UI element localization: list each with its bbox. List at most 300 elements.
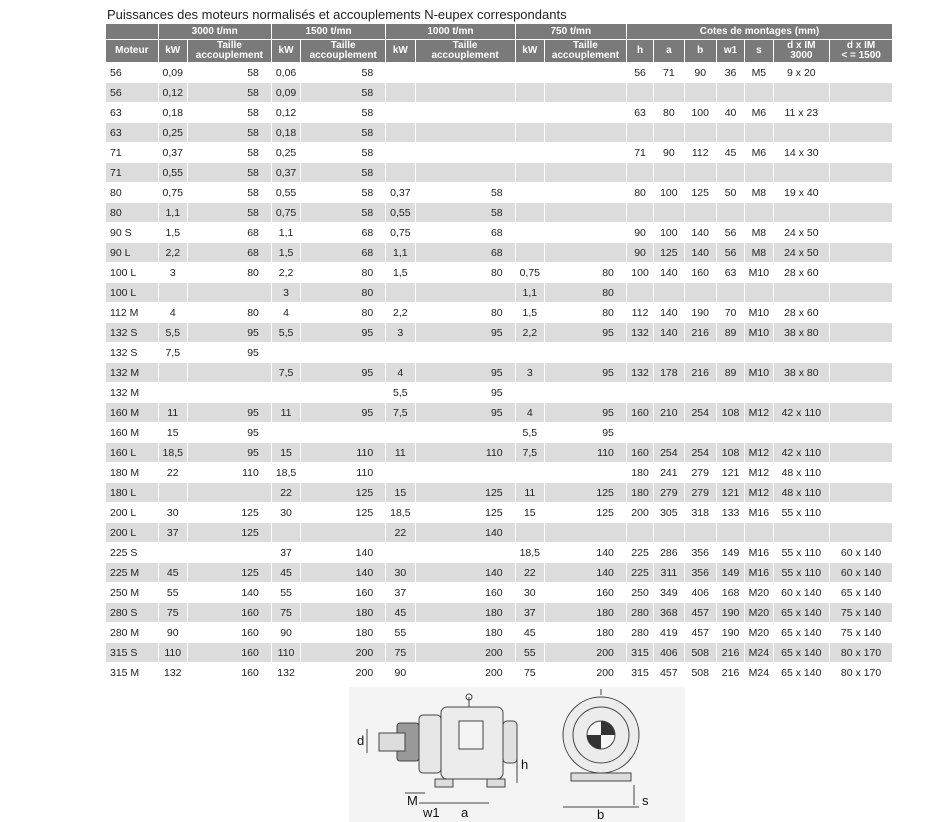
cell-motor: 225 S [106,543,159,563]
cell-s: M5 [745,63,773,83]
cell-taille-1000: 200 [415,663,515,683]
cell-im3000 [773,83,830,103]
cell-im3000: 55 x 110 [773,503,830,523]
cell-taille-1500: 110 [301,443,386,463]
cell-w1: 121 [716,463,744,483]
cell-im1500 [830,383,893,403]
cell-s: M24 [745,663,773,683]
cell-motor: 160 M [106,403,159,423]
cell-taille-1500: 125 [301,483,386,503]
cell-im3000: 65 x 140 [773,663,830,683]
cell-b: 216 [684,363,716,383]
cell-kw-750: 18,5 [515,543,544,563]
cell-a: 100 [654,223,684,243]
cell-taille-3000: 80 [187,263,271,283]
cell-kw-1000: 3 [386,323,415,343]
cell-taille-750 [544,163,626,183]
table-row [106,563,893,583]
cell-s [745,203,773,223]
cell-kw-3000: 2,2 [158,243,187,263]
cell-im1500 [830,463,893,483]
cell-taille-1000: 58 [415,203,515,223]
cell-im3000: 19 x 40 [773,183,830,203]
cell-b: 112 [684,143,716,163]
cell-kw-1500: 1,1 [271,223,300,243]
cell-motor: 250 M [106,583,159,603]
cell-kw-750 [515,243,544,263]
cell-im3000 [773,523,830,543]
table-row [106,663,893,683]
cell-h: 315 [626,663,653,683]
cell-kw-750: 11 [515,483,544,503]
cell-im1500 [830,163,893,183]
cell-kw-1500 [271,383,300,403]
cell-kw-1000: 1,5 [386,263,415,283]
cell-kw-750: 37 [515,603,544,623]
cell-w1: 108 [716,403,744,423]
cell-b: 125 [684,183,716,203]
cell-taille-1500: 125 [301,503,386,523]
cell-taille-1000 [415,83,515,103]
cell-b: 90 [684,63,716,83]
cell-im3000 [773,283,830,303]
cell-b: 190 [684,303,716,323]
cell-a: 254 [654,443,684,463]
cell-im3000: 11 x 23 [773,103,830,123]
cell-im3000: 28 x 60 [773,303,830,323]
cell-taille-3000: 160 [187,623,271,643]
cell-a: 178 [654,363,684,383]
cell-kw-3000: 0,12 [158,83,187,103]
table-row [106,343,893,363]
cell-s: M10 [745,323,773,343]
cell-kw-1000 [386,163,415,183]
cell-im3000: 48 x 110 [773,483,830,503]
cell-kw-750: 22 [515,563,544,583]
cell-kw-750 [515,383,544,403]
cell-im1500 [830,503,893,523]
cell-taille-1000: 140 [415,523,515,543]
cell-im1500: 65 x 140 [830,583,893,603]
cell-taille-750 [544,63,626,83]
cell-kw-3000 [158,543,187,563]
cell-kw-1500: 11 [271,403,300,423]
cell-motor: 100 L [106,283,159,303]
cell-s: M10 [745,263,773,283]
cell-taille-750: 95 [544,403,626,423]
cell-w1 [716,163,744,183]
cell-kw-750: 75 [515,663,544,683]
cell-kw-1500: 37 [271,543,300,563]
cell-im1500 [830,243,893,263]
cell-kw-1000: 55 [386,623,415,643]
cell-h [626,123,653,143]
cell-kw-3000: 45 [158,563,187,583]
cell-kw-3000: 4 [158,303,187,323]
cell-kw-1000 [386,423,415,443]
cell-motor: 200 L [106,523,159,543]
cell-taille-3000: 160 [187,603,271,623]
cell-w1: 89 [716,363,744,383]
cell-a: 140 [654,323,684,343]
cell-taille-3000: 125 [187,563,271,583]
cell-w1: 149 [716,543,744,563]
cell-taille-1500: 58 [301,123,386,143]
cell-kw-3000: 90 [158,623,187,643]
cell-a: 305 [654,503,684,523]
cell-a [654,163,684,183]
cell-im1500 [830,483,893,503]
cell-motor: 90 L [106,243,159,263]
cell-s: M10 [745,363,773,383]
cell-kw-1500: 7,5 [271,363,300,383]
cell-a: 286 [654,543,684,563]
cell-s: M24 [745,643,773,663]
cell-taille-1000 [415,103,515,123]
cell-taille-1000: 180 [415,623,515,643]
table-row [106,523,893,543]
cell-kw-1000: 7,5 [386,403,415,423]
cell-taille-3000: 125 [187,503,271,523]
dim-label-m: M [407,793,418,808]
cell-a: 419 [654,623,684,643]
table-caption: Puissances des moteurs normalisés et accouplements N-eupex correspondants [107,7,567,22]
cell-taille-3000: 160 [187,663,271,683]
cell-taille-3000: 95 [187,323,271,343]
cell-taille-750: 200 [544,643,626,663]
cell-taille-3000: 58 [187,163,271,183]
cell-im1500 [830,283,893,303]
cell-kw-1500: 0,09 [271,83,300,103]
cell-im1500 [830,523,893,543]
cell-h: 225 [626,543,653,563]
cell-b: 457 [684,623,716,643]
cell-taille-1000: 58 [415,183,515,203]
cell-im1500 [830,263,893,283]
cell-taille-1500: 200 [301,643,386,663]
header-dims-group: Cotes de montages (mm) [626,24,892,40]
cell-taille-3000: 58 [187,203,271,223]
cell-kw-750 [515,203,544,223]
cell-taille-750: 95 [544,423,626,443]
cell-h: 280 [626,623,653,643]
cell-taille-3000: 140 [187,583,271,603]
cell-b: 279 [684,463,716,483]
cell-taille-750 [544,183,626,203]
cell-taille-1500: 58 [301,203,386,223]
cell-taille-1500: 68 [301,243,386,263]
cell-im1500 [830,63,893,83]
dim-label-h: h [521,757,529,772]
cell-taille-3000: 68 [187,223,271,243]
cell-a: 241 [654,463,684,483]
cell-taille-3000: 160 [187,643,271,663]
cell-taille-1000: 125 [415,483,515,503]
cell-s: M20 [745,603,773,623]
cell-w1: 216 [716,643,744,663]
cell-taille-1500: 68 [301,223,386,243]
cell-b: 508 [684,663,716,683]
cell-kw-1000: 5,5 [386,383,415,403]
cell-kw-1500: 0,06 [271,63,300,83]
cell-kw-1500 [271,343,300,363]
cell-kw-3000: 7,5 [158,343,187,363]
cell-taille-3000 [187,283,271,303]
header-kw: kW [158,40,187,63]
cell-im1500 [830,343,893,363]
header-h: h [626,40,653,63]
cell-kw-1000: 45 [386,603,415,623]
cell-kw-1500: 0,37 [271,163,300,183]
cell-motor: 160 L [106,443,159,463]
cell-taille-1500: 95 [301,403,386,423]
cell-kw-750 [515,143,544,163]
table-row [106,383,893,403]
cell-taille-3000: 58 [187,143,271,163]
cell-s [745,523,773,543]
cell-s: M12 [745,463,773,483]
cell-taille-750 [544,143,626,163]
cell-taille-1000: 125 [415,503,515,523]
cell-taille-750 [544,383,626,403]
cell-taille-750 [544,223,626,243]
cell-taille-1000: 95 [415,383,515,403]
cell-h: 132 [626,363,653,383]
cell-a [654,283,684,303]
cell-kw-3000 [158,383,187,403]
cell-im3000: 42 x 110 [773,443,830,463]
cell-kw-3000: 1,5 [158,223,187,243]
cell-taille-750: 80 [544,303,626,323]
cell-taille-750: 80 [544,263,626,283]
cell-taille-1500: 58 [301,103,386,123]
cell-h: 90 [626,223,653,243]
table-body [106,63,893,683]
cell-kw-3000: 132 [158,663,187,683]
cell-im1500 [830,103,893,123]
cell-b: 254 [684,403,716,423]
cell-b: 100 [684,103,716,123]
cell-h [626,83,653,103]
cell-kw-1500: 45 [271,563,300,583]
cell-im1500 [830,363,893,383]
cell-s: M12 [745,443,773,463]
cell-taille-750 [544,103,626,123]
cell-taille-3000 [187,363,271,383]
dim-label-s: s [642,793,649,808]
cell-motor: 56 [106,83,159,103]
cell-kw-750 [515,63,544,83]
cell-b: 457 [684,603,716,623]
cell-kw-750 [515,123,544,143]
cell-kw-750: 2,2 [515,323,544,343]
cell-taille-750: 125 [544,503,626,523]
table-row [106,363,893,383]
cell-b: 160 [684,263,716,283]
dim-label-a: a [461,805,469,820]
header-im1500: d x IM < = 1500 [830,40,893,63]
table-row [106,63,893,83]
cell-kw-3000 [158,483,187,503]
cell-w1: 56 [716,243,744,263]
cell-im3000: 38 x 80 [773,363,830,383]
cell-taille-1500: 160 [301,583,386,603]
cell-motor: 80 [106,183,159,203]
cell-motor: 71 [106,143,159,163]
cell-motor: 160 M [106,423,159,443]
table-row [106,163,893,183]
cell-motor: 56 [106,63,159,83]
cell-s: M16 [745,563,773,583]
cell-taille-750: 125 [544,483,626,503]
cell-s [745,123,773,143]
cell-taille-750: 80 [544,283,626,303]
table-row [106,83,893,103]
cell-w1 [716,423,744,443]
cell-kw-1500: 132 [271,663,300,683]
cell-w1: 190 [716,623,744,643]
cell-h: 56 [626,63,653,83]
cell-s [745,343,773,363]
header-speed-750: 750 t/mn [515,24,626,40]
table-row [106,303,893,323]
cell-taille-1500 [301,523,386,543]
cell-kw-750: 30 [515,583,544,603]
cell-kw-1500: 30 [271,503,300,523]
cell-kw-1500: 5,5 [271,323,300,343]
cell-kw-1000: 1,1 [386,243,415,263]
table-row [106,643,893,663]
cell-h: 250 [626,583,653,603]
table-row [106,423,893,443]
cell-kw-3000: 30 [158,503,187,523]
cell-kw-1500: 0,25 [271,143,300,163]
cell-s: M20 [745,623,773,643]
cell-h [626,283,653,303]
cell-kw-1000: 90 [386,663,415,683]
table-row [106,583,893,603]
cell-w1: 190 [716,603,744,623]
cell-taille-1500: 58 [301,163,386,183]
table-row [106,443,893,463]
cell-taille-1500: 80 [301,263,386,283]
table-row [106,203,893,223]
cell-kw-1000: 75 [386,643,415,663]
cell-kw-1500: 0,12 [271,103,300,123]
header-motor: Moteur [106,40,159,63]
cell-h: 315 [626,643,653,663]
cell-im3000: 55 x 110 [773,543,830,563]
cell-kw-1000 [386,463,415,483]
cell-motor: 80 [106,203,159,223]
cell-w1: 70 [716,303,744,323]
cell-im3000: 28 x 60 [773,263,830,283]
cell-kw-3000: 110 [158,643,187,663]
cell-kw-1500: 0,18 [271,123,300,143]
cell-b [684,383,716,403]
cell-kw-1500: 22 [271,483,300,503]
cell-b [684,163,716,183]
cell-w1: 36 [716,63,744,83]
cell-taille-1500: 58 [301,63,386,83]
cell-b: 279 [684,483,716,503]
cell-b: 356 [684,563,716,583]
cell-s: M16 [745,543,773,563]
cell-b: 508 [684,643,716,663]
cell-im1500: 75 x 140 [830,623,893,643]
cell-kw-1000: 11 [386,443,415,463]
cell-b [684,203,716,223]
cell-s: M8 [745,243,773,263]
cell-kw-750: 1,5 [515,303,544,323]
cell-kw-1500: 0,75 [271,203,300,223]
cell-taille-3000: 58 [187,123,271,143]
cell-kw-1500: 75 [271,603,300,623]
header-speed-3000: 3000 t/mn [158,24,271,40]
table-row [106,403,893,423]
cell-kw-1500: 15 [271,443,300,463]
cell-kw-1500: 55 [271,583,300,603]
cell-motor: 315 M [106,663,159,683]
cell-im1500 [830,203,893,223]
cell-kw-750 [515,463,544,483]
cell-s [745,423,773,443]
cell-kw-1500: 18,5 [271,463,300,483]
cell-taille-1000: 110 [415,443,515,463]
cell-kw-1000 [386,63,415,83]
cell-a: 125 [654,243,684,263]
cell-taille-1500 [301,423,386,443]
cell-w1 [716,283,744,303]
header-w1: w1 [716,40,744,63]
cell-taille-750: 140 [544,543,626,563]
cell-im1500: 80 x 170 [830,643,893,663]
cell-taille-3000: 110 [187,463,271,483]
cell-kw-3000: 37 [158,523,187,543]
cell-taille-3000: 95 [187,443,271,463]
cell-s: M6 [745,103,773,123]
cell-w1 [716,523,744,543]
cell-s: M10 [745,303,773,323]
cell-b: 140 [684,223,716,243]
cell-taille-750: 110 [544,443,626,463]
cell-b: 216 [684,323,716,343]
cell-motor: 132 M [106,363,159,383]
cell-a: 140 [654,263,684,283]
cell-taille-1500: 110 [301,463,386,483]
cell-s [745,163,773,183]
cell-taille-750 [544,83,626,103]
cell-kw-1000: 0,37 [386,183,415,203]
table-row [106,123,893,143]
dim-label-d: d [357,733,365,748]
cell-im3000: 24 x 50 [773,223,830,243]
cell-taille-750: 95 [544,323,626,343]
cell-kw-1500: 4 [271,303,300,323]
cell-motor: 180 L [106,483,159,503]
cell-im1500 [830,143,893,163]
cell-kw-1500: 2,2 [271,263,300,283]
cell-h: 160 [626,443,653,463]
cell-taille-1000: 180 [415,603,515,623]
cell-kw-3000 [158,363,187,383]
cell-taille-1500 [301,383,386,403]
cell-kw-1000 [386,283,415,303]
header-speed-1000: 1000 t/mn [386,24,515,40]
header-taille: Taille accouplement [301,40,386,63]
cell-w1: 89 [716,323,744,343]
table-row [106,143,893,163]
